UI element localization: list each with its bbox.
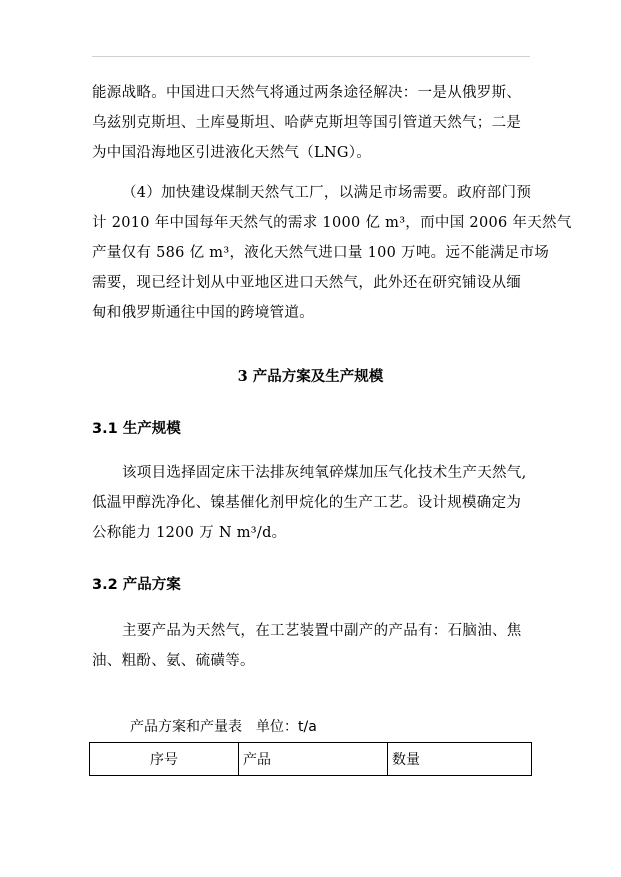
section-title-3-1: 3.1 生产规模 — [92, 421, 181, 437]
paragraph-product-plan — [92, 616, 532, 676]
text-line: 能源战略。中国进口天然气将通过两条途径解决：一是从俄罗斯、 — [92, 85, 522, 101]
text-line: 乌兹别克斯坦、土库曼斯坦、哈萨克斯坦等国引管道天然气；二是 — [92, 115, 522, 131]
text-line: 该项目选择固定床干法排灰纯氧碎煤加压气化技术生产天然气, — [122, 465, 527, 481]
column-header-index: 序号 — [90, 743, 239, 776]
section-title-3-2: 3.2 产品方案 — [92, 577, 181, 593]
text-line: （4）加快建设煤制天然气工厂，以满足市场需要。政府部门预 — [122, 185, 532, 201]
text-line: 需要，现已经计划从中亚地区进口天然气，此外还在研究铺设从缅 — [92, 275, 522, 291]
text-line: 为中国沿海地区引进液化天然气（LNG）。 — [92, 145, 372, 161]
text-line: 产量仅有 586 亿 m³，液化天然气进口量 100 万吨。远不能满足市场 — [92, 245, 550, 261]
text-line: 甸和俄罗斯通往中国的跨境管道。 — [92, 305, 314, 321]
text-line: 油、粗酚、氨、硫磺等。 — [92, 653, 255, 669]
column-header-product: 产品 — [239, 743, 388, 776]
header-rule — [92, 56, 530, 57]
paragraph-production-scale — [92, 458, 532, 548]
paragraph-coal-gas-plants — [92, 178, 572, 328]
text-line: 计 2010 年中国每年天然气的需求 1000 亿 m³，而中国 2006 年天然气 — [92, 215, 572, 231]
text-line: 主要产品为天然气，在工艺装置中副产的产品有：石脑油、焦 — [122, 623, 522, 639]
text-line: 公称能力 1200 万 N m³/d。 — [92, 525, 287, 541]
table-caption: 产品方案和产量表 单位：t/a — [130, 719, 317, 735]
chapter-title: 3 产品方案及生产规模 — [237, 368, 384, 385]
column-header-quantity: 数量 — [388, 743, 532, 776]
text-line: 低温甲醇洗净化、镍基催化剂甲烷化的生产工艺。设计规模确定为 — [92, 495, 522, 511]
table-header-row — [90, 743, 532, 776]
paragraph-energy-strategy — [92, 78, 532, 168]
product-table — [89, 742, 532, 776]
